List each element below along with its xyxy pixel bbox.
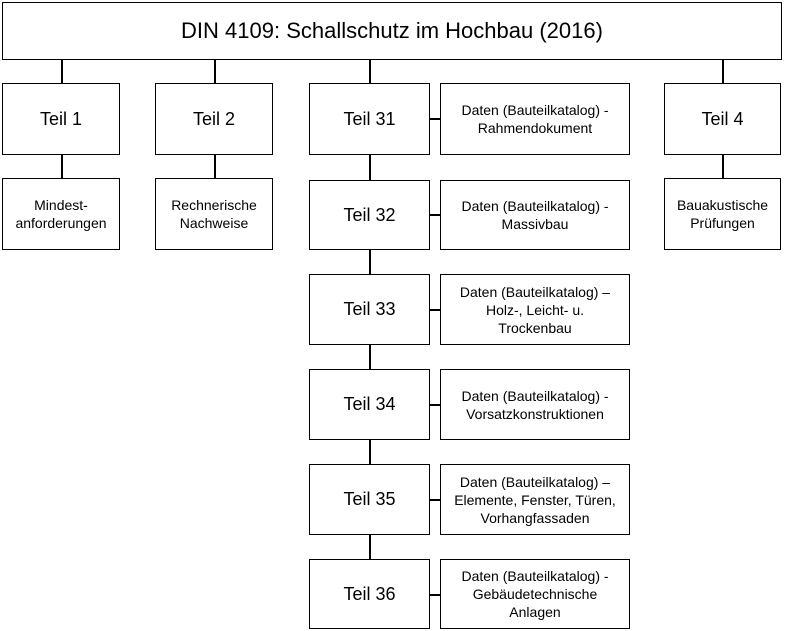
teil-32-description: Daten (Bauteilkatalog) - Massivbau <box>440 180 630 250</box>
connector <box>214 155 216 178</box>
teil-4-description: Bauakustische Prüfungen <box>664 178 781 250</box>
diagram-title: DIN 4109: Schallschutz im Hochbau (2016) <box>2 2 782 60</box>
teil-2-box: Teil 2 <box>155 83 273 155</box>
teil-1-box: Teil 1 <box>2 83 120 155</box>
teil-2-description: Rechnerische Nachweise <box>155 178 273 250</box>
connector <box>430 118 440 120</box>
teil-31-description: Daten (Bauteilkatalog) - Rahmendokument <box>440 83 630 155</box>
connector <box>369 60 371 83</box>
connector <box>214 60 216 83</box>
connector <box>430 499 440 501</box>
connector <box>430 309 440 311</box>
teil-4-box: Teil 4 <box>664 83 781 155</box>
teil-31-box: Teil 31 <box>309 83 430 155</box>
connector <box>722 155 724 178</box>
connector <box>61 155 63 178</box>
connector <box>722 60 724 83</box>
teil-35-box: Teil 35 <box>309 464 430 535</box>
connector <box>369 440 371 464</box>
teil-1-description: Mindest- anforderungen <box>2 178 120 250</box>
connector <box>430 404 440 406</box>
connector <box>369 155 371 180</box>
connector <box>369 535 371 559</box>
teil-36-box: Teil 36 <box>309 559 430 629</box>
teil-34-description: Daten (Bauteilkatalog) - Vorsatzkonstruktionen <box>440 369 630 440</box>
teil-32-box: Teil 32 <box>309 180 430 250</box>
teil-33-description: Daten (Bauteilkatalog) – Holz-, Leicht- u. Trockenbau <box>440 274 630 345</box>
connector <box>430 594 440 596</box>
connector <box>430 214 440 216</box>
teil-34-box: Teil 34 <box>309 369 430 440</box>
connector <box>61 60 63 83</box>
teil-35-description: Daten (Bauteilkatalog) – Elemente, Fenster, Türen, Vorhangfassaden <box>440 464 630 535</box>
connector <box>369 250 371 274</box>
teil-33-box: Teil 33 <box>309 274 430 345</box>
connector <box>369 345 371 369</box>
teil-36-description: Daten (Bauteilkatalog) - Gebäudetechnische Anlagen <box>440 559 630 629</box>
